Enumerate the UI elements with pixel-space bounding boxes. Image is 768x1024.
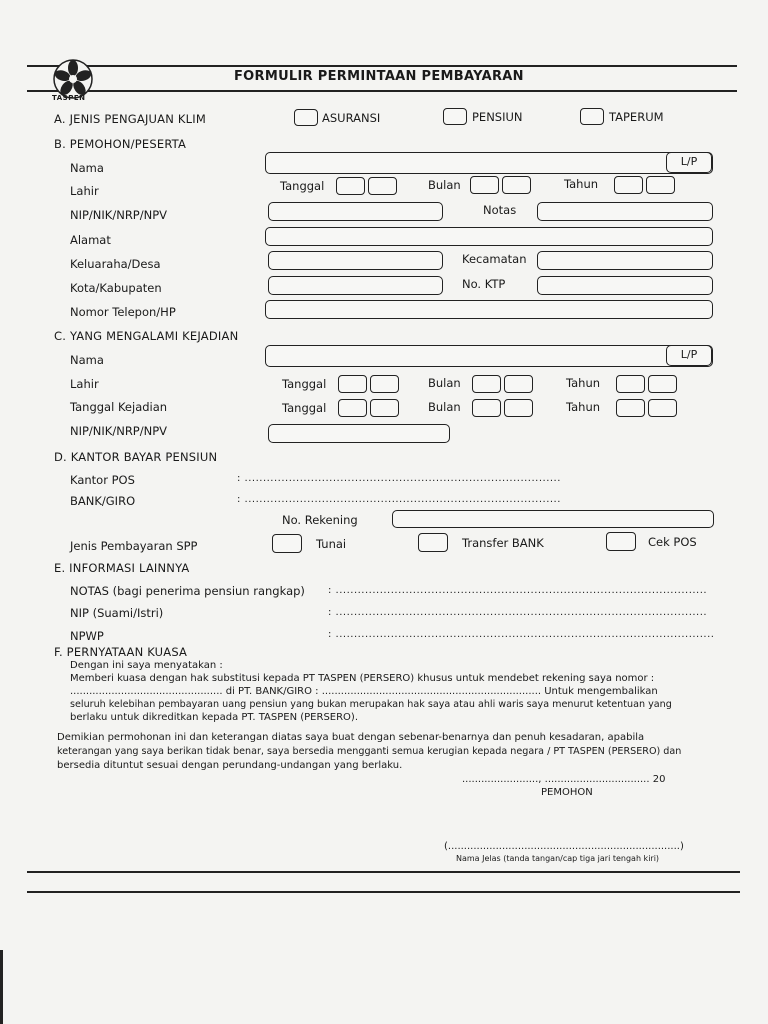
e-notas-dotted-line[interactable]: : .....................................................................................................	[328, 585, 708, 596]
e-notas-label: NOTAS (bagi penerima pensiun rangkap)	[70, 584, 305, 598]
checkbox-taperum[interactable]	[580, 108, 604, 125]
option-asuransi-label: ASURANSI	[322, 111, 381, 125]
signature-caption: Nama Jelas (tanda tangan/cap tiga jari tengah kiri)	[456, 854, 660, 863]
d-bank-giro-label: BANK/GIRO	[70, 494, 136, 508]
c-nama-label: Nama	[70, 353, 104, 367]
e-nip-dotted-line[interactable]: : .....................................................................................................	[328, 607, 708, 618]
c-kejadian-tanggal-label: Tanggal	[282, 401, 327, 415]
c-bulan-cell-2[interactable]	[504, 375, 533, 393]
c-nip-input[interactable]	[268, 424, 450, 443]
c-gender-field[interactable]: L/P	[666, 345, 712, 366]
c-tanggal-cell-2[interactable]	[370, 375, 399, 393]
e-npwp-label: NPWP	[70, 629, 104, 643]
c-tanggal-cell-1[interactable]	[338, 375, 367, 393]
b-notas-input[interactable]	[537, 202, 713, 221]
c-lahir-label: Lahir	[70, 377, 99, 391]
b-ktp-input[interactable]	[537, 276, 713, 295]
footer-rule-1	[27, 871, 740, 873]
b-bulan-cell-1[interactable]	[470, 176, 499, 194]
section-c-label: C. YANG MENGALAMI KEJADIAN	[54, 329, 239, 343]
section-d-label: D. KANTOR BAYAR PENSIUN	[54, 450, 218, 464]
b-tanggal-label: Tanggal	[280, 179, 325, 193]
b-tanggal-cell-2[interactable]	[368, 177, 397, 195]
declaration-line-3: bersedia dituntut sesuai dengan perundang-undangan yang berlaku.	[57, 760, 403, 771]
b-nip-label: NIP/NIK/NRP/NPV	[70, 208, 168, 222]
option-taperum-label: TAPERUM	[609, 110, 664, 124]
c-kejadian-tanggal-cell-1[interactable]	[338, 399, 367, 417]
c-kejadian-tahun-cell-2[interactable]	[648, 399, 677, 417]
signature-pemohon-label: PEMOHON	[541, 787, 593, 798]
b-gender-field[interactable]: L/P	[666, 152, 712, 173]
e-nip-label: NIP (Suami/Istri)	[70, 606, 164, 620]
checkbox-asuransi[interactable]	[294, 109, 318, 126]
b-alamat-input[interactable]	[265, 227, 713, 246]
f-line-4: seluruh kelebihan pembayaran uang pensiun yang bukan merupakan hak saya atau ahli waris saya menurut ketentuan yang	[70, 699, 672, 710]
c-nip-label: NIP/NIK/NRP/NPV	[70, 424, 168, 438]
d-no-rekening-input[interactable]	[392, 510, 714, 528]
header-top-rule	[27, 65, 737, 67]
checkbox-cek-pos[interactable]	[606, 532, 636, 551]
declaration-line-1: Demikian permohonan ini dan keterangan diatas saya buat dengan sebenar-benarnya dan penuh kesadaran, apabila	[57, 732, 645, 743]
c-kejadian-tanggal-cell-2[interactable]	[370, 399, 399, 417]
b-tanggal-cell-1[interactable]	[336, 177, 365, 195]
c-tanggal-kejadian-label: Tanggal Kejadian	[70, 400, 168, 414]
b-alamat-label: Alamat	[70, 233, 111, 247]
e-npwp-dotted-line[interactable]: : .......................................................................................................	[328, 629, 714, 640]
c-tahun-cell-2[interactable]	[648, 375, 677, 393]
b-notas-label: Notas	[483, 203, 517, 217]
b-telepon-label: Nomor Telepon/HP	[70, 305, 176, 319]
c-tanggal-label: Tanggal	[282, 377, 327, 391]
c-bulan-label: Bulan	[428, 376, 461, 390]
b-kelurahan-label: Keluaraha/Desa	[70, 257, 161, 271]
c-kejadian-tahun-label: Tahun	[566, 400, 601, 414]
section-f-label: F. PERNYATAAN KUASA	[54, 645, 188, 659]
scan-edge-mark	[0, 950, 3, 1024]
b-tahun-cell-2[interactable]	[646, 176, 675, 194]
d-no-rekening-label: No. Rekening	[282, 513, 358, 527]
option-transfer-bank-label: Transfer BANK	[462, 536, 544, 550]
section-e-label: E. INFORMASI LAINNYA	[54, 561, 190, 575]
checkbox-transfer-bank[interactable]	[418, 533, 448, 552]
c-tahun-cell-1[interactable]	[616, 375, 645, 393]
checkbox-tunai[interactable]	[272, 534, 302, 553]
b-bulan-cell-2[interactable]	[502, 176, 531, 194]
b-telepon-input[interactable]	[265, 300, 713, 319]
signature-name-line[interactable]: (.........................................................................)	[444, 841, 684, 852]
b-bulan-label: Bulan	[428, 178, 461, 192]
option-tunai-label: Tunai	[316, 537, 347, 551]
form-title: FORMULIR PERMINTAAN PEMBAYARAN	[234, 69, 524, 84]
f-line-1: Dengan ini saya menyatakan :	[70, 660, 223, 671]
b-nama-label: Nama	[70, 161, 104, 175]
option-cek-pos-label: Cek POS	[648, 535, 697, 549]
b-ktp-label: No. KTP	[462, 277, 506, 291]
c-kejadian-bulan-cell-1[interactable]	[472, 399, 501, 417]
b-kota-input[interactable]	[268, 276, 443, 295]
b-kelurahan-input[interactable]	[268, 251, 443, 270]
checkbox-pensiun[interactable]	[443, 108, 467, 125]
c-tahun-label: Tahun	[566, 376, 601, 390]
f-line-5: berlaku untuk dikreditkan kepada PT. TASPEN (PERSERO).	[70, 712, 359, 723]
logo-text: TASPEN	[52, 94, 86, 102]
c-kejadian-bulan-cell-2[interactable]	[504, 399, 533, 417]
b-nama-input[interactable]	[265, 152, 713, 174]
b-lahir-label: Lahir	[70, 184, 99, 198]
d-kantor-pos-dotted-line[interactable]: : ......................................................................................	[237, 473, 561, 484]
d-bank-giro-dotted-line[interactable]: : ......................................................................................	[237, 494, 561, 505]
b-kecamatan-input[interactable]	[537, 251, 713, 270]
c-bulan-cell-1[interactable]	[472, 375, 501, 393]
b-nip-input[interactable]	[268, 202, 443, 221]
section-a-label: A. JENIS PENGAJUAN KLIM	[54, 112, 206, 126]
c-kejadian-bulan-label: Bulan	[428, 400, 461, 414]
c-nama-input[interactable]	[265, 345, 713, 367]
b-kecamatan-label: Kecamatan	[462, 252, 527, 266]
option-pensiun-label: PENSIUN	[472, 110, 523, 124]
c-kejadian-tahun-cell-1[interactable]	[616, 399, 645, 417]
b-kota-label: Kota/Kabupaten	[70, 281, 162, 295]
d-kantor-pos-label: Kantor POS	[70, 473, 135, 487]
f-line-2: Memberi kuasa dengan hak substitusi kepada PT TASPEN (PERSERO) khusus untuk mendebet rekening saya nomor :	[70, 673, 655, 684]
declaration-line-2: keterangan yang saya berikan tidak benar, saya bersedia mengganti semua kerugian kepada negara / PT TASPEN (PERSERO) dan	[57, 746, 682, 757]
section-b-label: B. PEMOHON/PESERTA	[54, 137, 187, 151]
f-line-3: ................................................ di PT. BANK/GIRO : ..................................................................... Untuk mengembalikan	[70, 686, 658, 697]
b-tahun-label: Tahun	[564, 177, 599, 191]
signature-date-line[interactable]: ........................, ................................. 20	[462, 774, 666, 785]
footer-rule-2	[27, 891, 740, 893]
d-jenis-label: Jenis Pembayaran SPP	[70, 539, 198, 553]
b-tahun-cell-1[interactable]	[614, 176, 643, 194]
header-bottom-rule	[27, 90, 737, 92]
